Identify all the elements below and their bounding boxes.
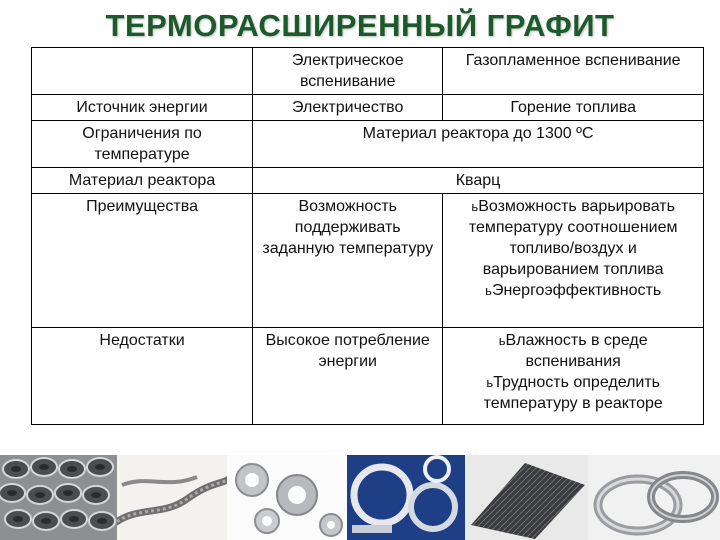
graphite-spiral-photo <box>588 455 720 540</box>
flat-gaskets-icon <box>347 455 465 540</box>
table-row <box>32 168 704 194</box>
advantages-gas-cell <box>443 194 704 328</box>
graphite-gaskets-photo <box>347 455 465 540</box>
metal-spirals-icon <box>588 455 720 540</box>
list-item <box>449 330 697 372</box>
table-row <box>32 95 704 121</box>
bullet-icon: ь <box>498 333 506 348</box>
list-item <box>449 280 697 301</box>
comparison-table <box>31 47 704 425</box>
disadvantage-gas-item-2: Трудность определить температуру в реакторе <box>483 374 663 412</box>
bullet-icon: ь <box>485 283 492 298</box>
energy-electric-cell: Электричество <box>253 95 443 121</box>
row-label-disadvantages: Недостатки <box>32 328 253 425</box>
header-empty-cell <box>32 48 253 95</box>
stacked-rings-icon <box>0 455 117 540</box>
reactor-material-cell: Кварц <box>253 168 704 194</box>
washers-icon <box>227 455 347 540</box>
row-label-advantages: Преимущества <box>32 194 253 328</box>
table-row <box>32 194 704 328</box>
list-item <box>449 372 697 414</box>
table-header-row <box>32 48 704 95</box>
list-item <box>449 196 697 280</box>
graphite-sheet-photo <box>465 455 588 540</box>
product-photo-strip <box>0 455 720 540</box>
row-label-temp-limits: Ограничения по температуре <box>32 121 253 168</box>
disadvantage-gas-item-1: Влажность в среде вспенивания <box>505 332 648 370</box>
row-label-reactor-material: Материал реактора <box>32 168 253 194</box>
disadvantages-gas-cell <box>443 328 704 425</box>
advantage-gas-item-1: Возможность варьировать температуру соотношением топливо/воздух и варьированием топлива <box>468 198 678 278</box>
textured-sheet-icon <box>465 455 588 540</box>
page-title: ТЕРМОРАСШИРЕННЫЙ ГРАФИТ <box>105 8 615 43</box>
temp-limits-cell: Материал реактора до 1300 ºC <box>253 121 704 168</box>
header-gas-flame: Газопламенное вспенивание <box>443 48 704 95</box>
bullet-icon: ь <box>486 375 494 390</box>
graphite-rings-photo <box>0 455 117 540</box>
graphite-cord-photo <box>117 455 227 540</box>
disadvantages-electric-cell: Высокое потребление энергии <box>253 328 443 425</box>
table-row <box>32 328 704 425</box>
bullet-icon: ь <box>471 199 479 214</box>
braided-cord-icon <box>117 455 227 540</box>
row-label-energy: Источник энергии <box>32 95 253 121</box>
advantage-gas-item-2: Энергоэффективность <box>491 282 662 299</box>
graphite-washers-photo <box>227 455 347 540</box>
energy-gas-cell: Горение топлива <box>443 95 704 121</box>
header-electric: Электрическое вспенивание <box>253 48 443 95</box>
table-row <box>32 121 704 168</box>
advantages-electric-cell: Возможность поддерживать заданную температуру <box>253 194 443 328</box>
